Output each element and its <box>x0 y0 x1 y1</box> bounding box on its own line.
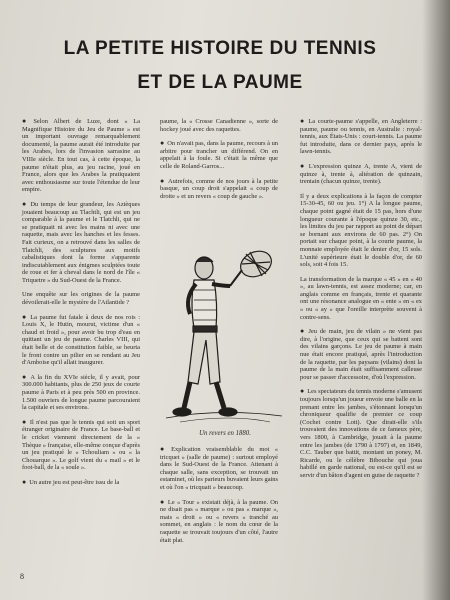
bullet-icon: ● <box>300 327 306 336</box>
paragraph: ● Autrefois, comme de nos jours à la petite basque, un coup droit s'appelait « coup de droite » et un revers « coup de gauche ». <box>160 176 279 200</box>
page-number: 8 <box>20 572 24 581</box>
illustration-caption: Un revers en 1880. <box>199 430 251 437</box>
bullet-icon: ● <box>22 477 27 486</box>
bullet-icon: ● <box>160 445 169 453</box>
bullet-icon: ● <box>160 176 165 185</box>
page-edge-shadow <box>422 0 450 600</box>
text-column-2-bottom <box>160 446 278 551</box>
bullet-icon: ● <box>160 139 165 148</box>
paragraph: ● La paume fut fatale à deux de nos rois : Louis X, le Hutin, mourut, victime d'un « chaud et froid », pour avoir bu trop d'eau en quittant un jeu de paume. Charles VIII, qui était belle et de constitution faible, se heurta le front contre un pilier en se rendant au Jeu d'Amboise qu'il allait inaugurer. <box>22 312 140 367</box>
paragraph: ● La courte-paume s'appelle, en Angleterre : paume, paume ou tennis, en Australie : royal-tennis, aux États-Unis : court-tennis. La paume fut introduite, dans ce dernier pays, après le lawn-tennis. <box>300 117 422 156</box>
text-column-3 <box>300 118 422 487</box>
paragraph: ● A la fin du XVIe siècle, il y avait, pour 300.000 habitants, plus de 250 jeux de courte paume à Paris et à peu près 500 en province. 1.500 ouvriers de longue paume parcouraient la capitale et ses environs. <box>22 372 141 412</box>
text-column-2-top <box>160 118 278 207</box>
paragraph: paume, la « Crosse Canadienne », sorte de hockey joué avec des raquettes. <box>160 118 278 133</box>
bullet-icon: ● <box>300 117 306 125</box>
paragraph: ● Le « Tour » existait déjà, à la paume. On ne disait pas « marque » ou pas « marque », mais « droit » ou « revers » tranché au sommet, en anglais : le nom du cœur de la raquette se trouvait toujours d'un côté, l'autre était plat. <box>160 497 278 544</box>
paragraph: ● Du temps de leur grandeur, les Aztèques jouaient beaucoup au Tlachtli, qui est un jeu comparable à la paume et le Tlatchli, qui ne se pratiquait ni avec les mains ni avec une raquette, mais avec les hanches et les fesses. Fait curieux, on a retrouvé dans les salles de Tlatchli, des sculptures aux motifs cabalistiques dont la forme s'apparente indiscutablement aux énigmes sculptées toute de roue et fer à cheval dans le nord de l'île « Triquetre » du Sud-Ouest de la France. <box>22 199 140 284</box>
bullet-icon: ● <box>160 497 165 506</box>
tennis-player-illustration <box>160 232 290 428</box>
page-title-line-2: ET DE LA PAUME <box>137 72 303 93</box>
paragraph: Il y a deux explications à la façon de compter 15-30-45, 60 ou jeu. 1°) A la longue paume, chaque point gagné était de 15 pas, hors d'une longueur courante à l'époque quinze 30, etc., les limites du jeu par rapport au point de départ se bornant aux environs de 60 pas. 2°) On portait sur chaque point, à la courte paume, la monnaie employée était le denier d'or, 15 sols. L'unité supérieure était le double d'or, de 60 sols, soit 4 fois 15. <box>300 192 422 269</box>
page-title-line-1: LA PETITE HISTOIRE DU TENNIS <box>63 38 377 59</box>
paragraph: ● On n'avait pas, dans la paume, recours à un arbitre pour trancher un différend. On en appelait à la foule. Si c'était la même que celle de Roland-Garros... <box>160 139 278 170</box>
paragraph: ● L'expression quinze A, trente A, vient de quinze à, trente à, altération de quinzain, trentain (chacun quinze, trente). <box>300 161 422 186</box>
paragraph: La transformation de la marque « 45 » en « 40 », au lawn-tennis, est assez moderne; car, en anglais comme en français, trente et quarante ont une résonance analogue en « ente » en « ex » ou « ay » que l'oreille interprète souvent à contre-sens. <box>300 275 422 321</box>
bullet-icon: ● <box>22 312 28 321</box>
bullet-icon: ● <box>22 117 31 125</box>
paragraph: ● Il n'est pas que le tennis qui soit un sport étranger originaire de France. Le base-ball et le cricket viennent directement de la « Thèque » française, elle-même conçue d'après un jeu pratiqué le « Tchouliam » ou « la Chouarque ». Le golf vient du « mail » et le foot-ball, de la « soule ». <box>22 417 140 472</box>
paragraph: ● Les spectateurs du tennis moderne s'amusent toujours lorsqu'un joueur envoie une balle en la prenant entre les jambes, s'étonnant lorsqu'un chroniqueur qualifie de premier ce coup (Cochet contre Lott). Que dirait-elle s'ils trouvaient des innovations de ce fameux père, vers 1800, à Cambridge, jouait à la paume entre les jambes (de 1790 à 1797) et, en 1849, C.C. Tauber que battit, montant un poney, M. Ricarde, ou le célèbre Bibouche qui joua habillé en garde national, ou est-ce qu'il est se servir d'un bâton d'agent en guise de raquette ? <box>300 387 422 479</box>
paragraph: Une enquête sur les origines de la paume dévoilerait-elle le mystère de l'Atlantide ? <box>22 291 140 307</box>
paragraph: ● Explication vraisemblable du mot « tricquet » (salle de paume) : surtout employé dans le Sud-Ouest de la France. Attenant à chaque salle, sans exception, se trouvait un estaminet, où les parieurs buvaient leurs gains et où l'on « tricquait » beaucoup. <box>160 445 278 491</box>
bullet-icon: ● <box>22 372 28 381</box>
paragraph: ● Un autre jeu est peut-être issu de la <box>22 477 120 486</box>
bullet-icon: ● <box>300 161 306 170</box>
paragraph: ● Selon Albert de Luze, dont « La Magnifique Histoire du Jeu de Paume » est un important ouvrage remarquablement documenté, la paume aurait été introduite par les Arabes, lors de l'invasion sarrasine au VIIIe siècle. En tout cas, à cette époque, la paume n'était plus, au jeu racine, joué en France, alors que les Arabes la pratiquaient avec enthousiasme sur toute l'étendue de leur empire. <box>22 117 140 194</box>
bullet-icon: ● <box>22 417 27 426</box>
bullet-icon: ● <box>22 199 28 208</box>
bullet-icon: ● <box>300 387 305 396</box>
text-column-1 <box>22 118 140 494</box>
paragraph: ● Jeu de main, jeu de vilain » ne vient pas dire, à l'origine, que ceux qui se battent sont des vilains garçons. Le jeu de paume à main nue était encore pratiqué, après l'introduction de la raquette, par les paysans (vilains) dont la paume de la main était suffisamment calleuse pour se passer d'accessoire, d'où l'expression. <box>300 327 422 381</box>
